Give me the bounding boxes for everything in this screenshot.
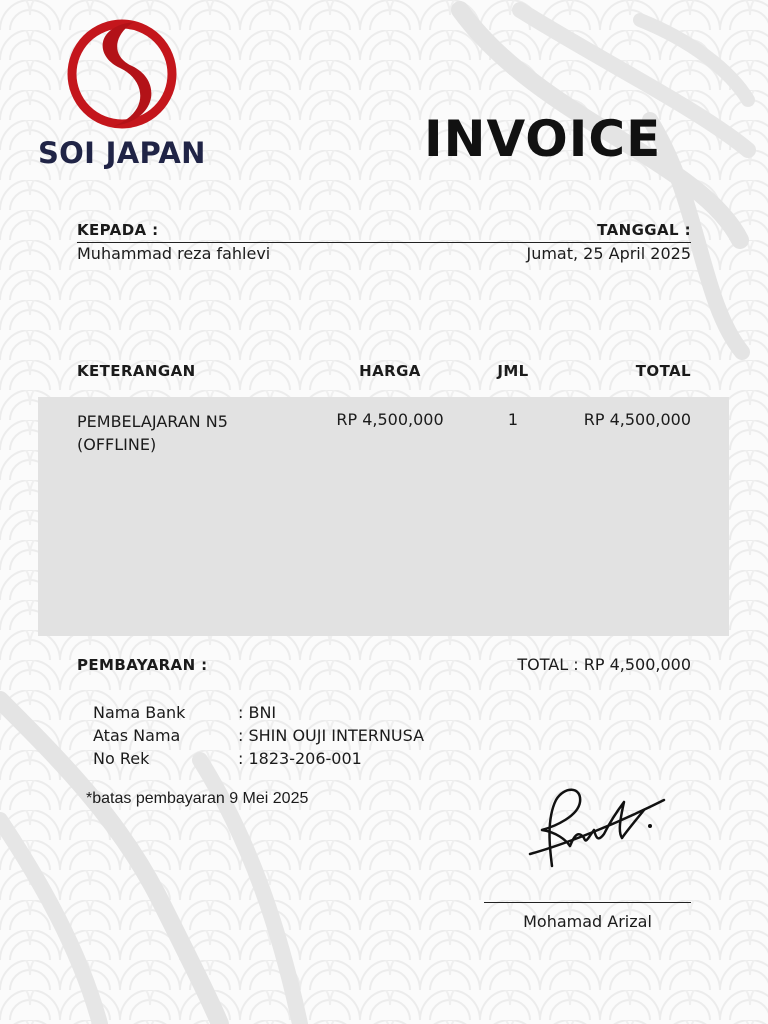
signature-line: [484, 902, 691, 903]
account-number-value: : 1823-206-001: [238, 749, 362, 768]
item-description-line2: (OFFLINE): [77, 435, 157, 454]
recipient-name: Muhammad reza fahlevi: [77, 244, 271, 263]
brand-name: SOI JAPAN: [38, 136, 206, 170]
invoice-title: INVOICE: [424, 110, 662, 168]
column-header-total: TOTAL: [635, 362, 691, 380]
payment-deadline-note: *batas pembayaran 9 Mei 2025: [86, 790, 309, 807]
column-header-price: HARGA: [359, 362, 421, 380]
item-description-line1: PEMBELAJARAN N5: [77, 412, 228, 431]
item-price: RP 4,500,000: [336, 410, 444, 429]
account-number-key: No Rek: [93, 749, 150, 768]
brand-logo-icon: [66, 16, 178, 130]
payment-label: PEMBAYARAN :: [77, 656, 208, 674]
table-row: [77, 410, 228, 456]
bank-name-value: : BNI: [238, 703, 277, 722]
bank-name-key: Nama Bank: [93, 703, 186, 722]
item-total: RP 4,500,000: [583, 410, 691, 429]
bank-details-values: [238, 701, 424, 770]
header-divider: [77, 242, 691, 243]
recipient-label: KEPADA :: [77, 221, 159, 239]
column-header-qty: JML: [497, 362, 529, 380]
signature-image: [526, 780, 668, 872]
invoice-date: Jumat, 25 April 2025: [526, 244, 691, 263]
date-label: TANGGAL :: [597, 221, 691, 239]
bank-details-keys: [93, 701, 185, 770]
grand-total: TOTAL : RP 4,500,000: [517, 655, 691, 674]
signatory-name: Mohamad Arizal: [523, 912, 652, 931]
account-holder-value: : SHIN OUJI INTERNUSA: [238, 726, 425, 745]
item-qty: 1: [507, 410, 519, 429]
account-holder-key: Atas Nama: [93, 726, 181, 745]
column-header-description: KETERANGAN: [77, 362, 196, 380]
